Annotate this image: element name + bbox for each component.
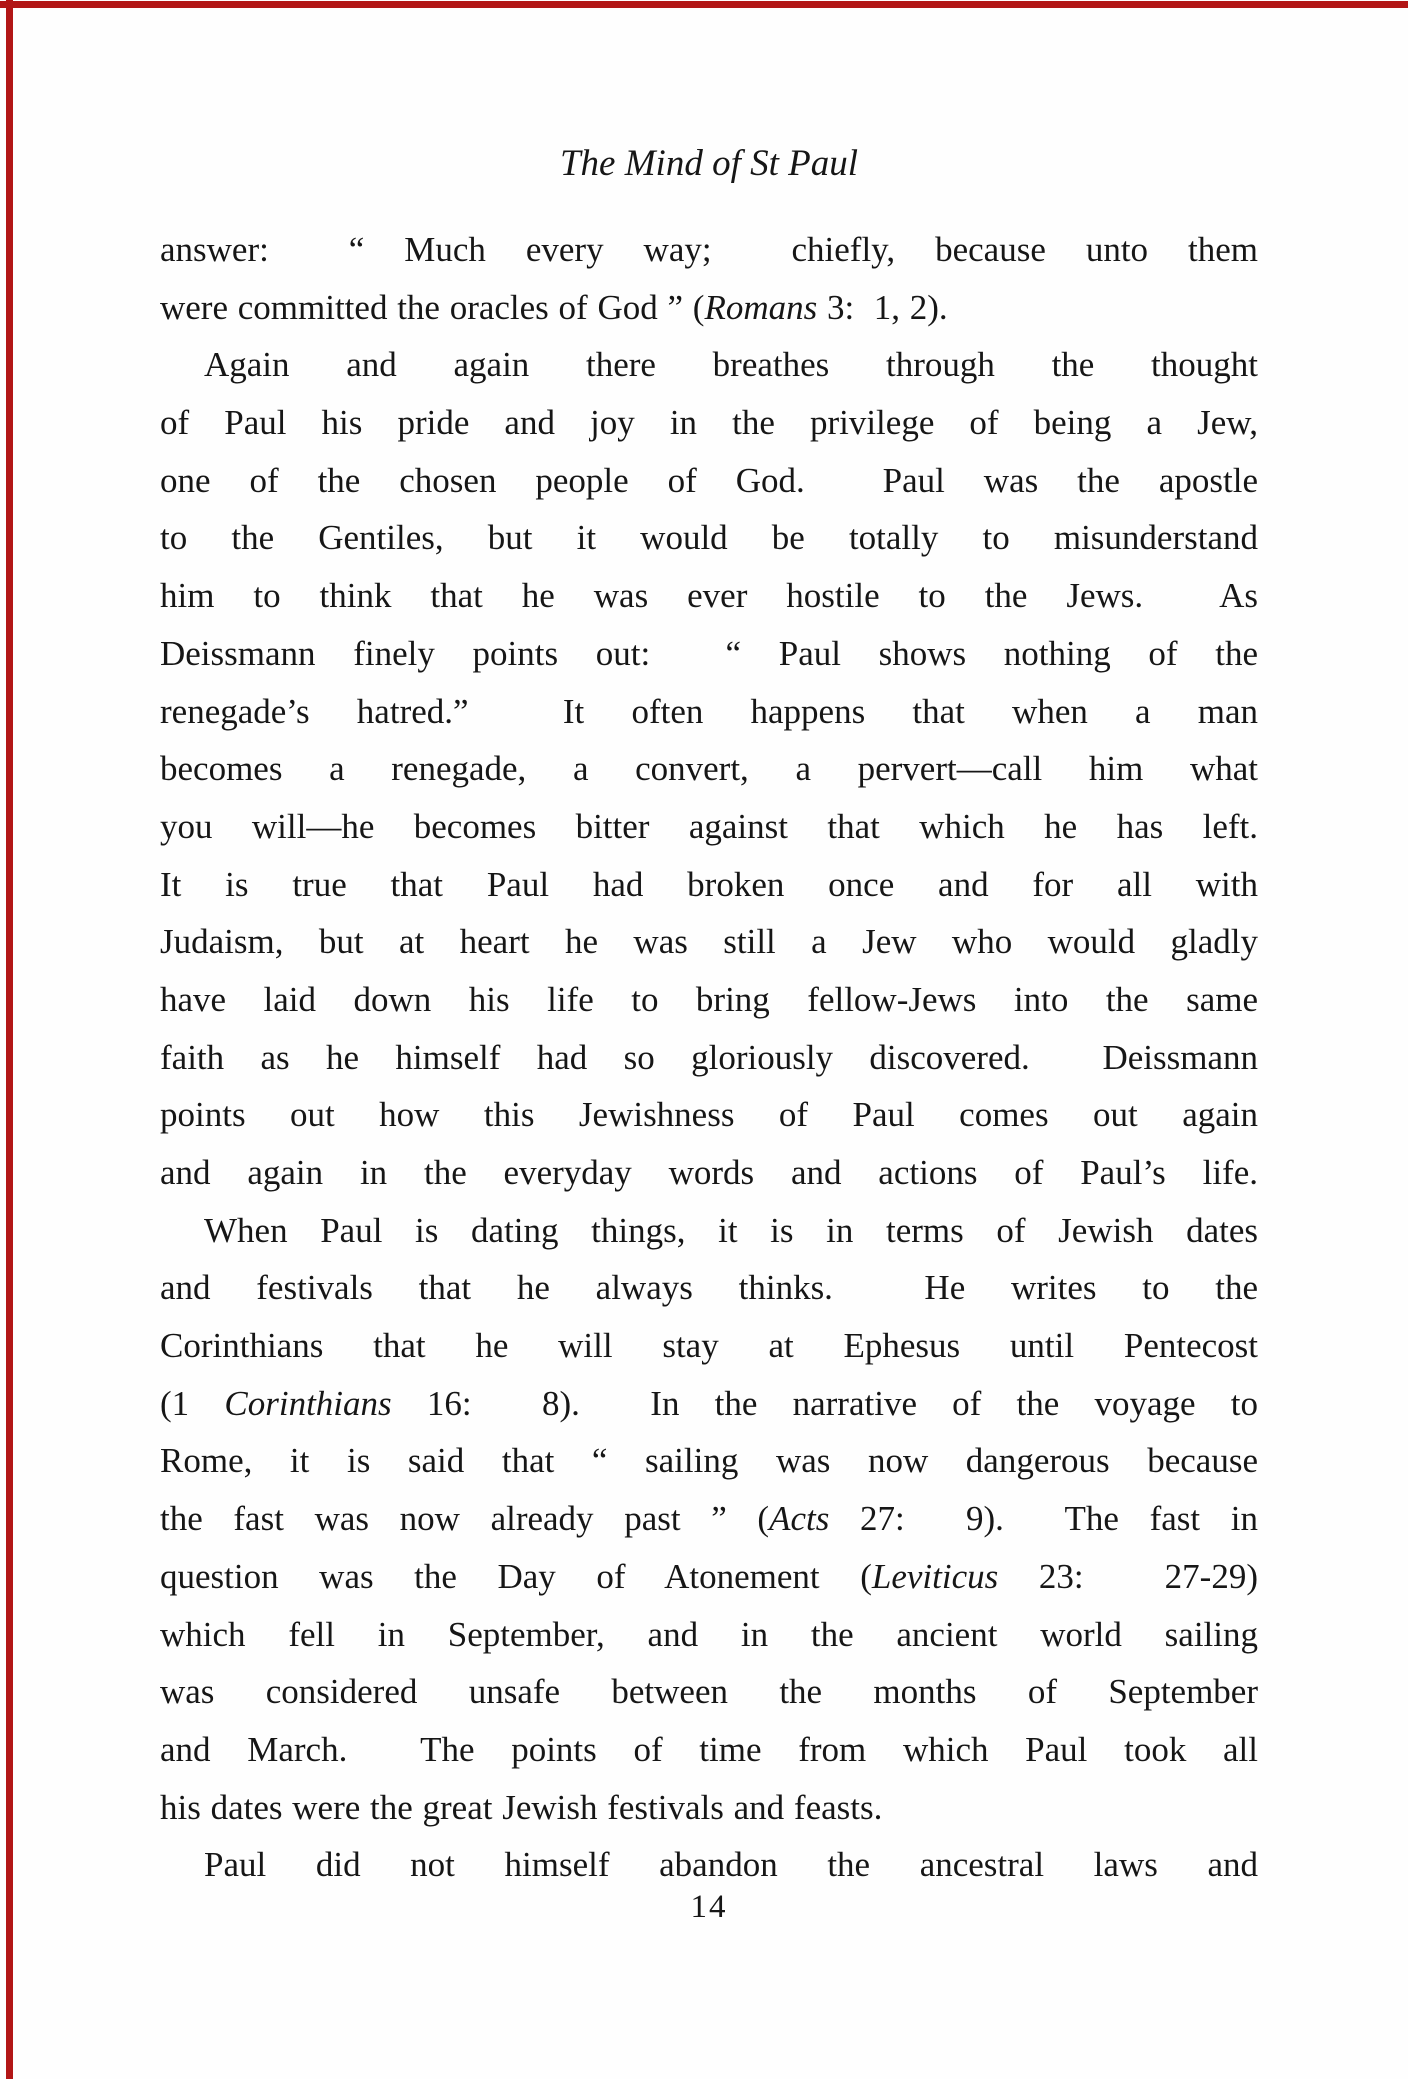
text-line: question was the Day of Atonement (Leviticus 23: 27-29) bbox=[160, 1556, 1258, 1596]
paragraph bbox=[160, 1836, 1258, 1894]
text-line: faith as he himself had so gloriously discovered. Deissmann bbox=[160, 1037, 1258, 1077]
text-line: of Paul his pride and joy in the privilege of being a Jew, bbox=[160, 403, 1258, 443]
text-line: was considered unsafe between the months of September bbox=[160, 1672, 1258, 1712]
text-line: becomes a renegade, a convert, a pervert—call him what bbox=[160, 749, 1258, 789]
paragraph bbox=[160, 221, 1258, 336]
page-number: 14 bbox=[690, 1889, 728, 1925]
text-line: were committed the oracles of God ” (Romans 3: 1, 2). bbox=[160, 287, 948, 327]
text-line: When Paul is dating things, it is in terms of Jewish dates bbox=[204, 1210, 1258, 1250]
text-column bbox=[160, 0, 1258, 2079]
text-line: points out how this Jewishness of Paul comes out again bbox=[160, 1095, 1258, 1135]
text-line: answer: “ Much every way; chiefly, because unto them bbox=[160, 230, 1258, 269]
text-line: him to think that he was ever hostile to the Jews. As bbox=[160, 576, 1258, 616]
text-line: Paul did not himself abandon the ancestral laws and bbox=[204, 1845, 1258, 1885]
text-line: Judaism, but at heart he was still a Jew who would gladly bbox=[160, 922, 1258, 962]
text-line: renegade’s hatred.” It often happens that when a man bbox=[160, 691, 1258, 731]
text-line: It is true that Paul had broken once and for all with bbox=[160, 864, 1258, 904]
text-line: Rome, it is said that “ sailing was now dangerous because bbox=[160, 1441, 1258, 1481]
text-line: Again and again there breathes through the thought bbox=[204, 345, 1258, 385]
text-line: and festivals that he always thinks. He writes to the bbox=[160, 1268, 1258, 1308]
red-left-edge bbox=[6, 0, 13, 2079]
text-line: Corinthians that he will stay at Ephesus until Pentecost bbox=[160, 1326, 1258, 1366]
text-line: his dates were the great Jewish festivals and feasts. bbox=[160, 1787, 883, 1827]
text-line: one of the chosen people of God. Paul was the apostle bbox=[160, 460, 1258, 500]
paragraph bbox=[160, 1202, 1258, 1837]
body-text bbox=[160, 221, 1258, 1894]
text-line: and March. The points of time from which Paul took all bbox=[160, 1729, 1258, 1769]
text-line: you will—he becomes bitter against that which he has left. bbox=[160, 806, 1258, 846]
text-line: to the Gentiles, but it would be totally to misunderstand bbox=[160, 518, 1258, 558]
text-line: have laid down his life to bring fellow-Jews into the same bbox=[160, 979, 1258, 1019]
running-head-title: The Mind of St Paul bbox=[559, 143, 859, 184]
text-line: and again in the everyday words and actions of Paul’s life. bbox=[160, 1153, 1258, 1192]
text-line: the fast was now already past ” (Acts 27: 9). The fast in bbox=[160, 1499, 1258, 1539]
text-line: (1 Corinthians 16: 8). In the narrative of the voyage to bbox=[160, 1383, 1258, 1423]
paragraph bbox=[160, 336, 1258, 1201]
text-line: Deissmann finely points out: “ Paul shows nothing of the bbox=[160, 633, 1258, 673]
text-line: which fell in September, and in the ancient world sailing bbox=[160, 1614, 1258, 1654]
